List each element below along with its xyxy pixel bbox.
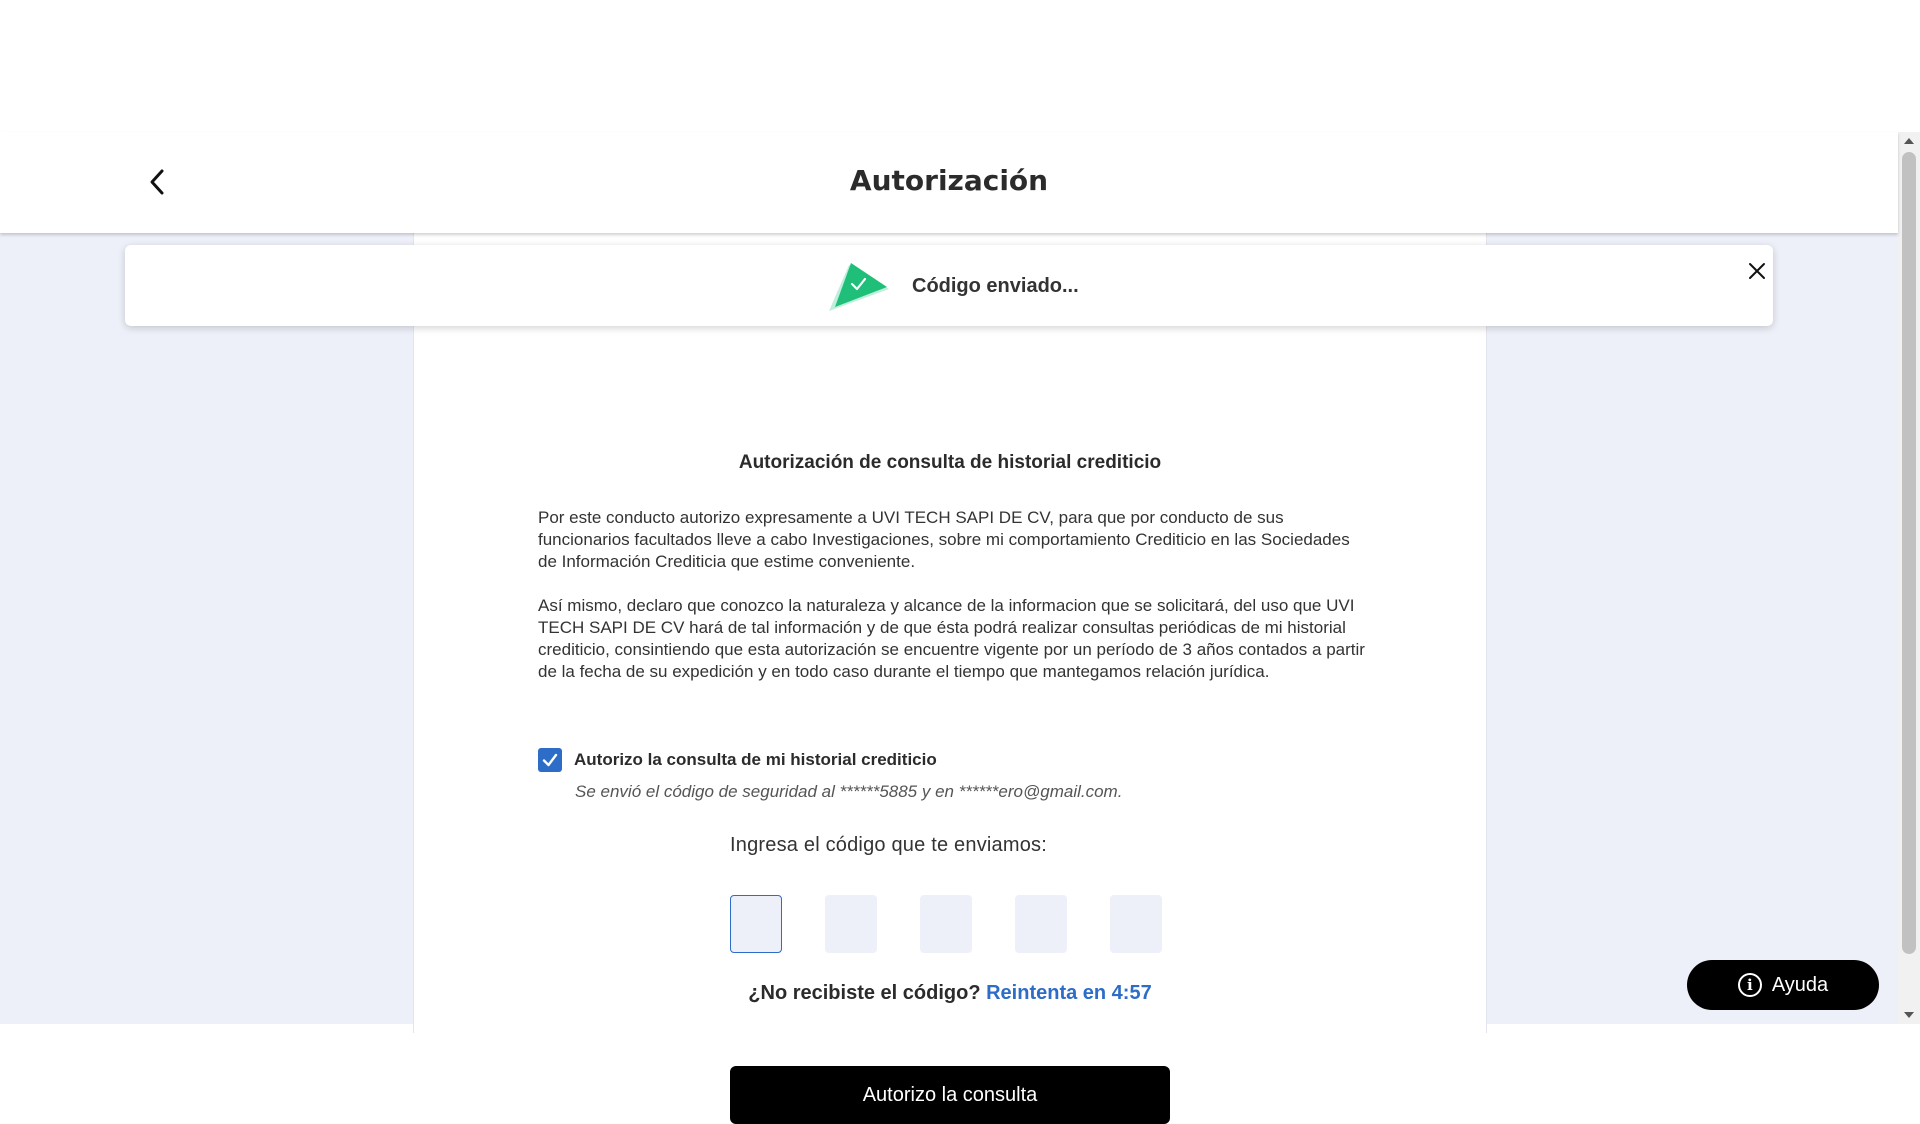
authorize-checkbox-label: Autorizo la consulta de mi historial crediticio [574, 750, 937, 769]
code-sent-toast [125, 245, 1773, 326]
consent-paragraph-2: Así mismo, declaro que conozco la naturaleza y alcance de la informacion que se solicitará, del uso que UVI TECH SAPI DE CV hará de tal información y de que ésta podrá realizar consultas periódicas de mi historial crediticio, consintiendo que esta autorización se encuentre vigente por un período de 3 años contados a partir de la fecha de su expedición y en todo caso durante el tiempo que mantegamos relación jurídica. [538, 596, 1365, 681]
authorize-checkbox-row[interactable] [538, 748, 937, 772]
page-viewport [0, 132, 1898, 1106]
code-digit-3[interactable] [920, 895, 972, 953]
consent-paragraph-1: Por este conducto autorizo expresamente a UVI TECH SAPI DE CV, para que por conducto de sus funcionarios facultados lleve a cabo Investigaciones, sobre mi comportamiento Crediticio en las Sociedades de Información Crediticia que estime conveniente. [538, 508, 1350, 571]
close-icon [1748, 262, 1766, 280]
resend-row [414, 982, 1486, 1005]
toast-message: Código enviado... [912, 275, 1079, 297]
help-button[interactable] [1687, 960, 1879, 1010]
code-prompt: Ingresa el código que te enviamos: [730, 834, 1047, 856]
page-title: Autorización [849, 164, 1049, 197]
code-digit-2[interactable] [825, 895, 877, 953]
scroll-up-arrow-icon[interactable] [1904, 138, 1914, 144]
consent-title: Autorización de consulta de historial crediticio [738, 452, 1162, 473]
resend-question: ¿No recibiste el código? [748, 982, 981, 1004]
authorize-button[interactable]: Autorizo la consulta [730, 1066, 1170, 1124]
top-header [0, 132, 1898, 233]
scrollbar-thumb[interactable] [1902, 152, 1916, 954]
vertical-scrollbar[interactable] [1898, 132, 1920, 1024]
help-label: Ayuda [1771, 973, 1829, 996]
consent-card [413, 233, 1487, 1106]
code-digit-5[interactable] [1110, 895, 1162, 953]
code-input-group [730, 895, 1162, 953]
checkmark-icon [541, 751, 559, 769]
authorize-checkbox[interactable] [538, 748, 562, 772]
toast-close-button[interactable] [1745, 259, 1769, 283]
paper-plane-check-icon [827, 257, 891, 313]
code-digit-4[interactable] [1015, 895, 1067, 953]
code-sent-note: Se envió el código de seguridad al ******5885 y en ******ero@gmail.com. [575, 782, 1123, 801]
scroll-down-arrow-icon[interactable] [1904, 1012, 1914, 1018]
resend-link[interactable]: Reintenta en 4:57 [986, 982, 1152, 1004]
code-digit-1[interactable] [730, 895, 782, 953]
info-icon: i [1738, 973, 1762, 997]
